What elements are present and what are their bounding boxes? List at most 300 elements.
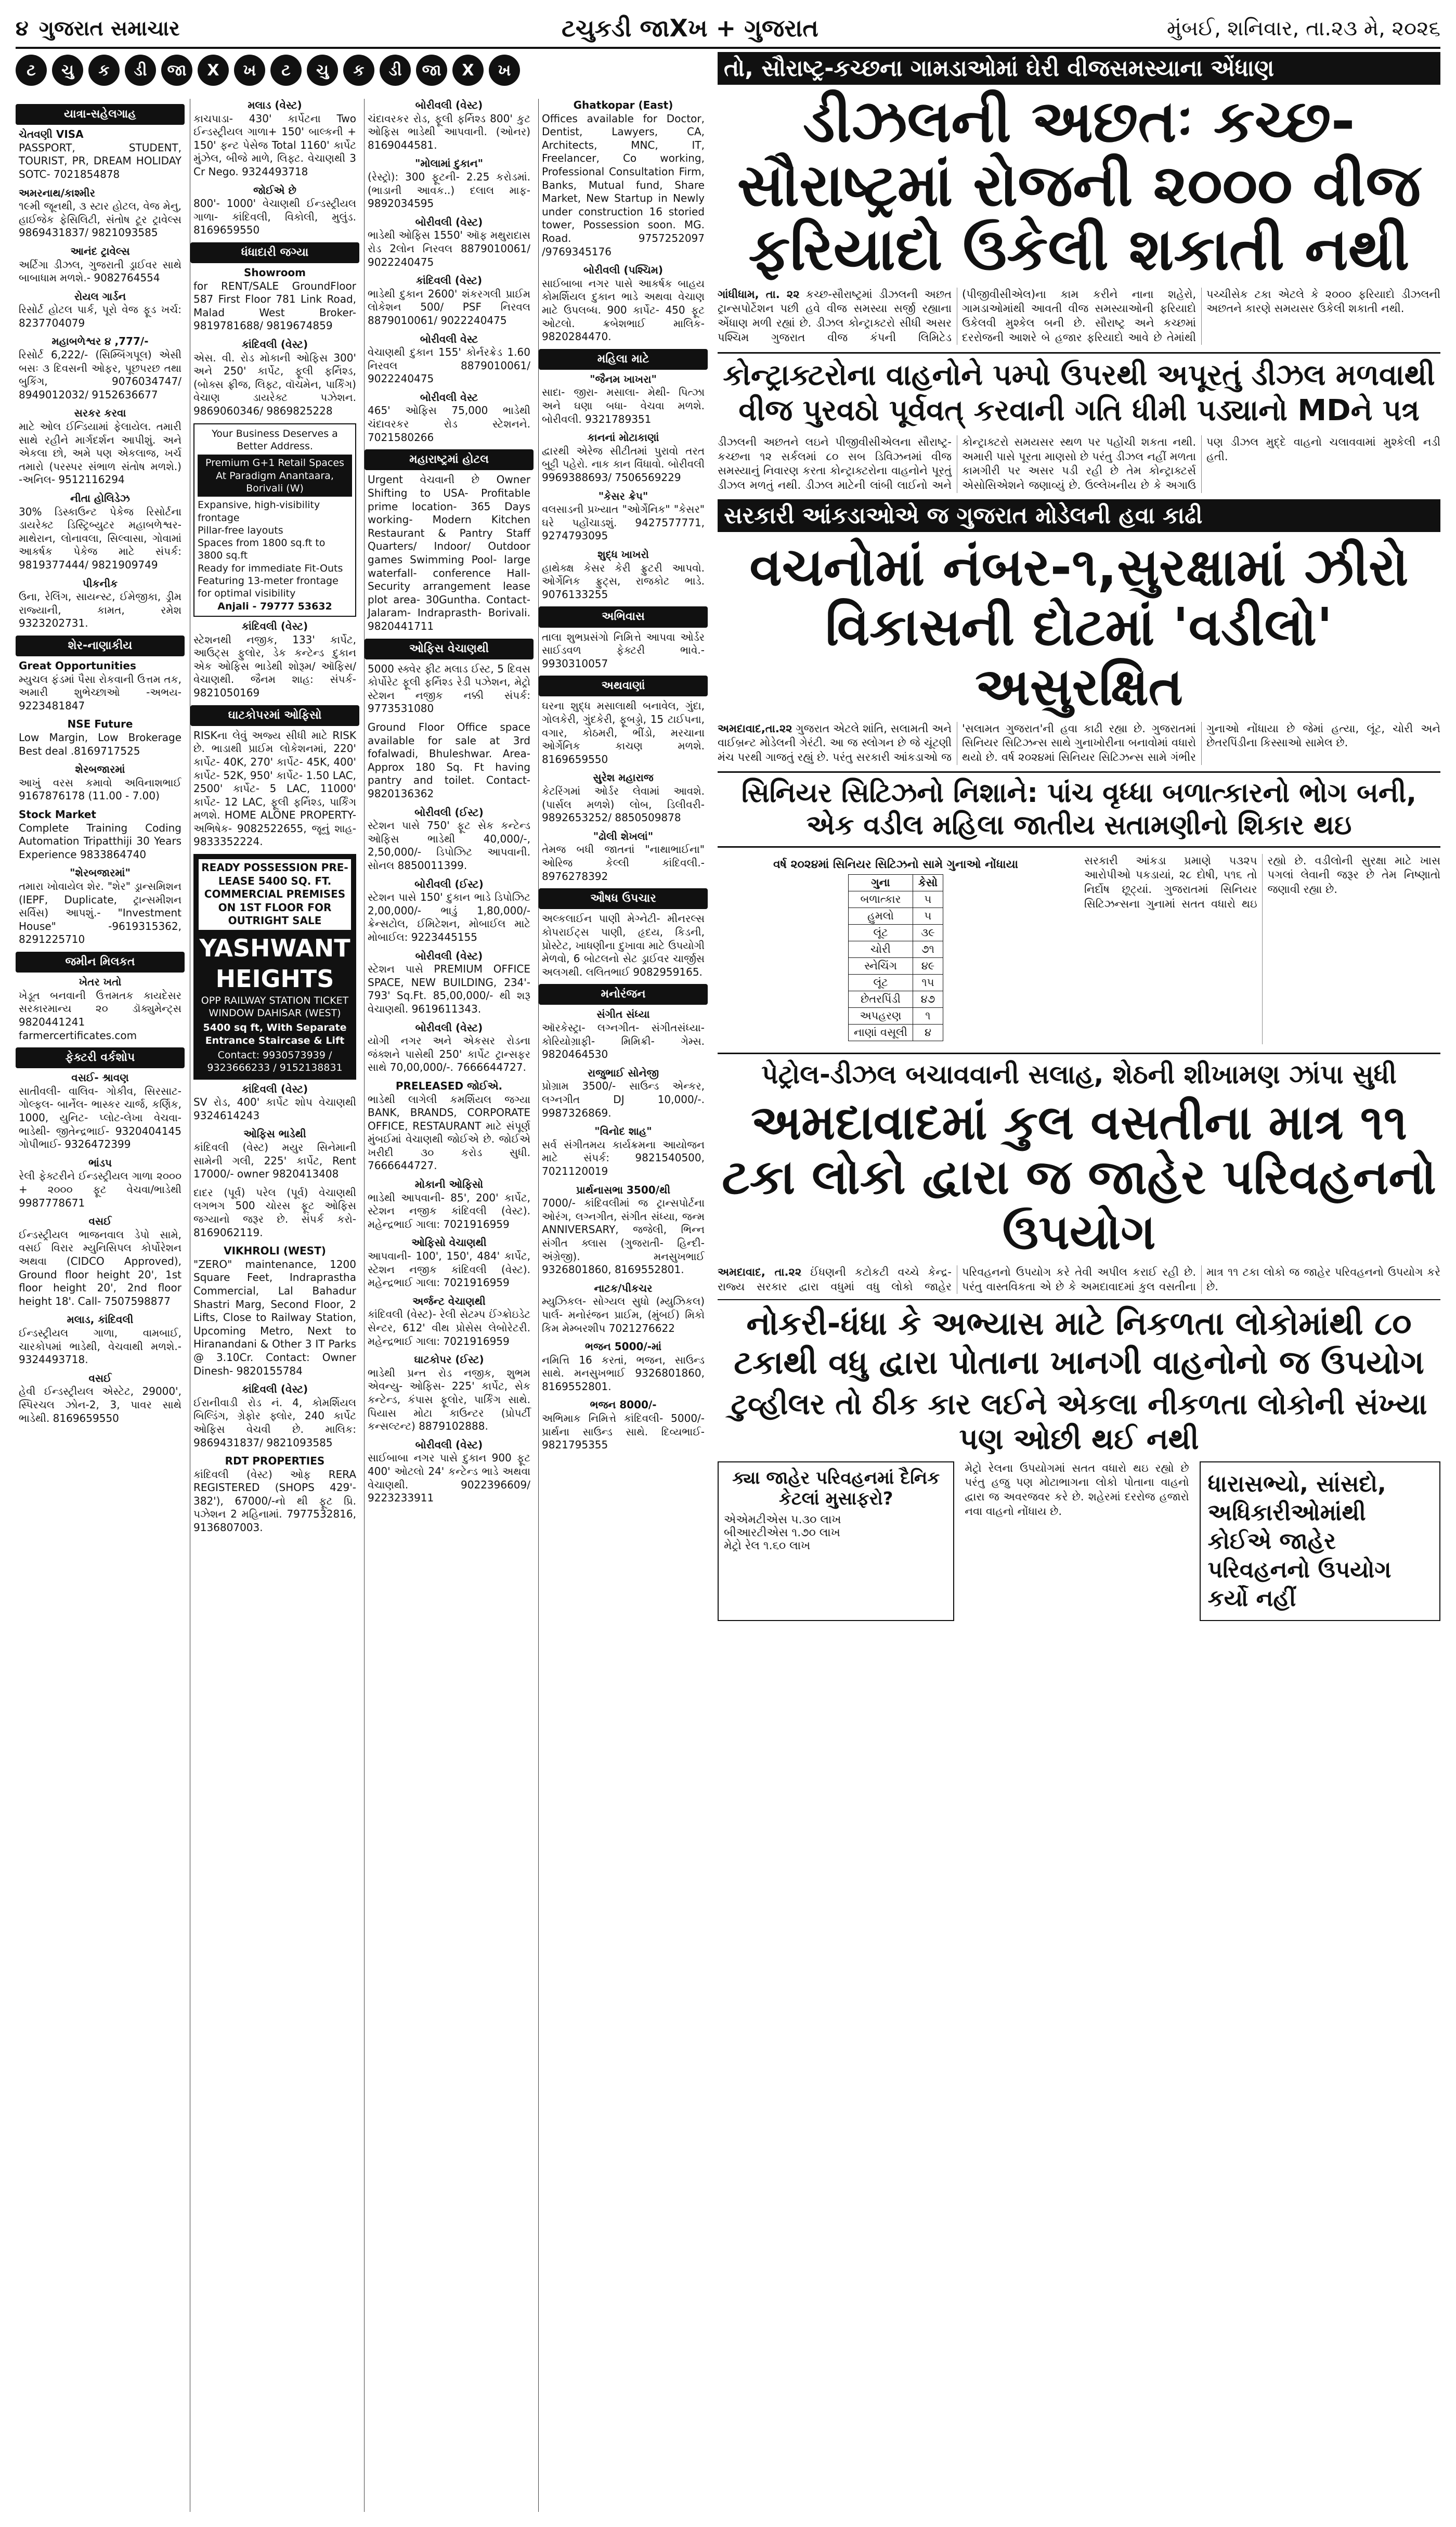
classified-ad: [368, 1021, 530, 1074]
ad-text: કાચપાડા- 430' કાર્પેટના Two ઈન્ડસ્ટ્રીયલ ગાળા+ 150' બાલ્કની + 150' ફન્ટ પેસેજ Total 1160' કાર્પેટ મુંઝેલ, બીજે માળે, લિફ્ટ. વેચાણથી 3 Cr Nego. 9324493718: [193, 112, 356, 178]
story-body: [718, 435, 1440, 493]
ad-text: સાદા- જીરા- મસાલા- મેથી- પિત્ઝા અને ઘણા બધા- વેચવા મળશે. બોરીવલી. 9321789351: [542, 386, 705, 425]
ad-heading: પીકનીક: [82, 577, 118, 590]
ad-text: સર્વ સંગીતમય કાર્યક્રમના આયોજન માટે સંપર્ક: 9821540500, 7021120019: [542, 1138, 705, 1177]
ad-heading: આનંદ ટ્રાવેલ્સ: [70, 244, 130, 257]
ad-text: (રેસ્ટ્રો): 300 ફૂટની- 2.25 કરોડમાં. (ભાડાની આવક..) દલાલ માફ- 9892034595: [368, 170, 530, 210]
crime-section: [718, 854, 1440, 1044]
ad-text: ખેડૂત બનવાની ઉત્તમતક કાયદેસર સરકારમાન્ય ૨૦ ડૉક્યુમેન્ટ્સ 9820441241 farmercertificates.com: [19, 989, 181, 1042]
table-cell: ૪૯: [913, 957, 943, 974]
ad-text: ઑરકેસ્ટ્રા- લગ્નગીત- સંગીતસંધ્યા- કોરિયોગ્રાફી- મિમિક્રી- ગેમ્સ. 9820464530: [542, 1021, 705, 1061]
classified-ad: [193, 99, 356, 179]
ad-text: અલ્કલાઈન પાણી મેગ્નેટી- મીનરલ્સ કોપરાઈટ્સ પાણી, હૃદય, કિડની, પ્રોસ્ટેટ, ખાધણીના દુખાવા માટે ઉપયોગી મેળવો, 6 બોટલનો સેટ ડ્રાઈવર ચાર્જીસ અલગથી. લલિતભાઈ 9082959165.: [542, 912, 705, 978]
banner-letter: X: [198, 55, 229, 86]
table-cell: ચોરી: [849, 941, 913, 957]
transport-section: [718, 1461, 1440, 1621]
category-header: અથવાણાં: [539, 676, 708, 696]
ad-heading: વસઈ: [88, 1215, 112, 1228]
classified-ad: [193, 1128, 356, 1181]
ad-text: સ્ટેશન પાસે 150' દુકાન ભાડે ડિપોઝિટ 2,00,000/- ભાડું 1,80,000/- ક્રેન્સટોલ, ઈમિટેશન, મોબાઈલ માટે મોબાઈલ: 9223445155: [368, 891, 530, 943]
ad-text: અભિમાક નિમિત્તે કાંદિવલી- 5000/- પ્રાર્થના સાઉન્ડ સાથે. દિવ્યભાઈ- 9821795355: [542, 1412, 705, 1452]
ad-heading: સુરેશ મહારાજ: [593, 771, 654, 784]
classified-column-1: [16, 99, 185, 2512]
classified-column-3: [364, 99, 534, 2512]
ad-text: આખું વરસ કમાવો અવિનાશભાઈ 9167876178 (11.00 - 7.00): [19, 776, 181, 802]
table-title: વર્ષ ૨૦૨૪માં સિનિયર સિટિઝનો સામે ગુનાઓ નોંધાયા: [773, 858, 1019, 871]
ad-heading: NSE Future: [67, 718, 133, 731]
classified-ad: [19, 1157, 181, 1210]
classified-ad: [542, 699, 705, 766]
ad-text: માટે ઓલ ઈન્ડિયામાં ફેલાયેલ. તમારી સાથે રહીને માર્ગદર્શન આપીશું. અને એકલા છો, અમે પણ એકલાજ, ખર્ચ તમારો (પરસ્પર સંભાળ સંતોષ મળશે.) -અનિલ- 9512116294: [19, 420, 181, 486]
ad-text: મ્યુચલ ફંડમાં પૈસા રોકવાની ઉત્તમ તક, અમારી શુભેચ્છાઓ -અભય- 9223481847: [19, 672, 181, 712]
classified-ad: [19, 128, 181, 181]
classified-ad: [368, 721, 530, 801]
classified-ad: [368, 663, 530, 716]
ad-heading: ઓફિસો વેચાણથી: [411, 1236, 487, 1249]
ad-heading: ચેતવણી VISA: [19, 128, 84, 141]
ad-heading: મહાબળેશ્વર ૪ ,777/-: [51, 335, 149, 348]
table-cell: ૧: [913, 1007, 943, 1024]
box-row: મેટ્રો રેલ ૧.૬૦ લાખ: [724, 1539, 811, 1552]
classified-ad: [19, 1071, 181, 1151]
classified-ad: [19, 577, 181, 630]
ad-text: પ્રોગ્રામ 3500/- સાઉન્ડ એન્કર, લગ્નગીત DJ 10,000/-. 9987326869.: [542, 1080, 705, 1119]
ad-heading: YASHWANT HEIGHTS: [199, 934, 350, 993]
classified-ad: [542, 373, 705, 426]
ad-heading: ભજન 8000/-: [590, 1398, 657, 1411]
classified-ad: [368, 1080, 530, 1173]
table-cell: ૫: [913, 891, 943, 908]
ad-heading: વસઈ: [88, 1371, 112, 1384]
banner-letter: જા: [416, 55, 447, 86]
table-cell: ૧૫: [913, 974, 943, 991]
ad-text: ભાડેથી લાગેલી કમર્શિયલ જગ્યા BANK, BRANDS, CORPORATE OFFICE, RESTAURANT માટે સંપૂર્ણ મુંબઈમાં વેચાણથી જોઈએ છે. જોઈએ ખરીદી ૩૦ કરોડ સુધી. 7666644727.: [368, 1093, 530, 1172]
classified-ad: [368, 274, 530, 327]
ad-text: 5000 સ્ક્વેર ફીટ મલાડ ઈસ્ટ, 5 દિવસ કોર્પોરેટ ફૂલી ફર્નિશ્ડ રેડી પઝેશન, મેટ્રો સ્ટેશન નજીક નક્કી સંપર્ક: 9773531080: [368, 662, 530, 715]
ad-heading: બોરીવલી વેસ્ટ: [420, 332, 478, 345]
ad-heading: મલાડ, કાંદિવલી: [67, 1313, 134, 1326]
ad-text: આપવાની- 100', 150', 484' કાર્પેટ, સ્ટેશન નજીક કાંદિવલી (વેસ્ટ). મહેન્દ્રભાઈ ગાલા: 7021916959: [368, 1250, 530, 1289]
page-header: [16, 10, 1440, 49]
classified-ad: [193, 620, 356, 700]
story-subheadline: કોન્ટ્રાક્ટરોના વાહનોને પમ્પો ઉપરથી અપૂરતું ડીઝલ મળવાથી વીજ પુરવઠો પૂર્વવત્ કરવાની ગતિ ધીમી પડ્યાનો MDને પત્ર: [718, 352, 1440, 427]
story-subheadline: સિનિયર સિટિઝનો નિશાને: પાંચ વૃધ્ધા બળાત્કારનો ભોગ બની, એક વડીલ મહિલા જાતીય સતામણીનો શિકાર થઇ: [718, 771, 1440, 848]
ad-heading: કાંદિવલી (વેસ્ટ): [241, 620, 308, 632]
ad-heading: મોકાની ઓફિસો: [414, 1178, 484, 1191]
ad-text: સાતીવલી- વાલિવ- ગોકીવ, સિરસાટ- ગોલ્ફલ- બાર્નેલ- ભાસ્કર ચાર્જ, કર્ણિક, 1000, યુનિટ- પ્લોટ-લેખા વેચવા- ભાડેથી- જીતેન્દ્રભાઈ- 9320404145 ગોપીભાઈ- 9326472399: [19, 1084, 181, 1151]
category-header: મહિલા માટે: [539, 349, 708, 370]
ad-text: કાંદિવલી (વેસ્ટ)- રેલી સેટમ્પ ઈંગ્ક્રોઇડેટ સેન્ટર, 612' વીથ પ્રોસેસ લેબોરેટરી. મહેન્દ્રભાઈ ગાલા: 7021916959: [368, 1308, 530, 1347]
classified-ad: [542, 1008, 705, 1061]
ad-location: OPP RAILWAY STATION TICKET WINDOW DAHISAR (WEST): [201, 994, 349, 1019]
ad-heading: "શેરબજારમાં": [70, 866, 131, 879]
ad-heading: બોરીવલી (વેસ્ટ): [415, 949, 483, 962]
banner-letter: ક: [88, 55, 120, 86]
classified-ad: [193, 266, 356, 333]
table-row: [849, 908, 943, 924]
table-row: [849, 1007, 943, 1024]
ad-text: રેલી ફેક્ટરીને ઈન્ડસ્ટ્રીયલ ગાળા ૨૦૦૦ + ૨૦૦૦ ફૂટ વેચવા/ભાડેથી 9987778671: [19, 1170, 181, 1209]
table-row: [849, 941, 943, 957]
ad-heading: પ્રાર્થનાસભા 3500/થી: [576, 1183, 671, 1196]
category-header: જમીન મિલકત: [16, 952, 185, 973]
display-ad-yashwant: [193, 854, 356, 1080]
category-header: શેર-નાણાકીય: [16, 636, 185, 656]
classified-ad: [19, 1215, 181, 1308]
ad-heading: બોરીવલી (વેસ્ટ): [415, 215, 483, 228]
ad-text: Ground Floor Office space available for sale at 3rd fofalwadi, Bhuleshwar. Area- Approx 180 Sq. Ft having pantry and toilet. Contact- 9820136362: [368, 721, 530, 800]
table-cell: ૪૭: [913, 991, 943, 1007]
ad-heading: ભાંડપ: [88, 1156, 112, 1169]
classified-ad: [193, 1383, 356, 1449]
classified-ad: [19, 492, 181, 572]
ad-text: અર્ટિગા ડીઝલ, ગુજરાતી ડ્રાઈવર સાથે બાબાધામ મળશે.- 9082764554: [19, 258, 181, 284]
table-cell: લૂંટ: [849, 974, 913, 991]
category-header: અભિવાસ: [539, 606, 708, 627]
ad-text: ૧૯મી જૂનથી, ૩ સ્ટાર હોટલ, વેજ મેનુ, હાઈજેક ફેસિલિટી, સંતોષ ટૂર ટ્રાવેલ્સ 9869431837/ 9821093585: [19, 200, 181, 239]
table-cell: ૭૧: [913, 941, 943, 957]
classified-ad: [542, 631, 705, 671]
story-text: ડીઝલની અછતને લઇને પીજીવીસીએલના સૌરાષ્ટ્ર-કચ્છના ૧૨ સર્કલમાં ૮૦ સબ ડિવિઝનમાં વીજ સમસ્યાનું નિવારણ કરતા કોન્ટ્રાક્ટરોના વાહનોને પૂરતું ડીઝલ મળતું નથી. ડીઝલ માટેની લાંબી લાઈનો અને કોન્ટ્રાક્ટરો સમયસર સ્થળ પર પહોંચી શકતા નથી. અમારી પાસે પૂરતા માણસો છે પરંતુ ડીઝલ નહીં મળતા કામગીરી પર અસર પડી રહી છે તેમ કોન્ટ્રાક્ટર્સ એસોસિએશને જણાવ્યું છે. ઉલ્લેખનીય છે કે અગાઉ પણ ડીઝલ મુદ્દે વાહનો ચલાવવામાં મુશ્કેલી નડી હતી.: [718, 435, 1440, 491]
story-subheadline: ટુવ્હીલર તો ઠીક કાર લઈને એકલા નીકળતા લોકોની સંખ્યા પણ ઓછી થઈ નથી: [731, 1388, 1427, 1457]
ad-text: તેમજ બધી જાતનાં "નાથાભાઈના" ઓરિજ કેલ્લી કાંદિવલી.- 8976278392: [542, 843, 705, 883]
story-text: ગુજરાત એટલે શાંતિ, સલામતી અને વાઈબ્રન્ટ મોડેલની ગેરંટી. આ જ સ્લોગન છે જે ચૂંટણી મંચ પરથી ગાજતું રહ્યું છે. પરંતુ સરકારી આંકડાઓ જ 'સલામત ગુજરાત'ની હવા કાઢી રહ્યા છે. ગુજરાતમાં સિનિયર સિટિઝન્સ સાથે ગુનાખોરીના બનાવોમાં વધારો થયો છે. વર્ષ ૨૦૨૪માં સિનિયર સિટિઝન્સ સામે ગંભીર ગુનાઓ નોંધાયા છે જેમાં હત્યા, લૂંટ, ચોરી અને છેતરપિંડીના કિસ્સાઓ સામેલ છે.: [718, 722, 1440, 764]
banner-letter: ખ: [234, 55, 265, 86]
ad-heading: બોરીવલી (પશ્ચિમ): [583, 264, 664, 277]
banner-letter: X: [452, 55, 484, 86]
table-row: [849, 924, 943, 941]
ad-feature: Expansive, high-visibility frontage: [198, 499, 320, 524]
ad-text: સાઈબાબા નગર પાસે આકર્ષક બાહય કોમર્શિયલ દુકાન ભાડે અથવા વેચાણ માટે ઉપલબ્ધ. 900 કાર્પેટ- 450 ફૂટ ઓટલો. ક્રબેશભાઈ માલિક- 9820284470.: [542, 277, 705, 343]
classified-ad: [542, 1282, 705, 1335]
crime-table-box: [718, 854, 1074, 1044]
ad-text: તાલા શુભપ્રસંગો નિમિત્તે આપવા ઓર્ડર સાઈડવળ ફેક્ટરી ભાવે.- 9930310057: [542, 630, 705, 670]
classified-ad: [368, 473, 530, 633]
ad-heading: બોરીવલી (વેસ્ટ): [415, 1021, 483, 1034]
story-headline: વચનોમાં નંબર-૧,સુરક્ષામાં ઝીરો વિકાસની દોટમાં 'વડીલો' અસુરક્ષિત: [749, 536, 1409, 717]
classified-ad: [542, 1125, 705, 1178]
ad-text: ભાડેથી આપવાની- 85', 200' કાર્પેટ, સ્ટેશન નજીક કાંદિવલી (વેસ્ટ). મહેન્દ્રભાઈ ગાલા: 7021916959: [368, 1191, 530, 1230]
classified-ad: [193, 1245, 356, 1378]
ad-heading: "ઢોલી શેખલાં": [593, 830, 654, 843]
ad-heading: "વિનોદ શાહ": [594, 1125, 652, 1138]
ad-text: વલસાડની પ્રખ્યાત "ઓર્ગેનિક" "કેસર" ઘરે પહોંચાડશું. 9427577771, 9274793095: [542, 503, 705, 542]
story-kicker: સરકારી આંકડાઓએ જ ગુજરાત મોડેલની હવા કાઢી: [718, 499, 1440, 532]
classified-ad: [368, 950, 530, 1016]
classified-ad: [368, 1439, 530, 1505]
classified-ad: [542, 99, 705, 258]
ad-tagline: Your Business Deserves a Better Address.: [212, 427, 338, 452]
newspaper-brand: ગુજરાત સમાચાર: [38, 17, 180, 41]
classified-ad: [542, 264, 705, 344]
table-cell: છેતરપિંડી: [849, 991, 913, 1007]
ad-text: ભાડેથી પ્રન્ત રોડ નજીક, શુભમ એવન્યુ- ઓફિસ- 225' કાર્પેટ, સેક કન્ટેન્ડ, કંપાસ ફૂલોર, પાર્કિંગ સાથે. પિયાસ મોટા કાઉન્ટર (પ્રોપર્ટી કન્સલ્ટન્ટ) 8879102888.: [368, 1366, 530, 1433]
table-cell: અપહરણ: [849, 1007, 913, 1024]
classified-ad: [19, 718, 181, 758]
pull-quote: ધારાસભ્યો, સાંસદો, અધિકારીઓમાંથી કોઈએ જાહેર પરિવહનનો ઉપયોગ કર્યો નહીં: [1200, 1461, 1440, 1621]
ad-heading: બોરીવલી (વેસ્ટ): [415, 1438, 483, 1451]
table-row: [849, 1024, 943, 1041]
ad-text: દાદર (પૂર્વ) પરેલ (પૂર્વ) વેચાણથી લગભગ 500 ચોરસ ફૂટ ઓફિસ જગ્યાનો જરૂર છે. સંપર્ક કરો- 8169062119.: [193, 1186, 356, 1239]
table-row: [849, 891, 943, 908]
ad-heading: બોરીવલી (ઈસ્ટ): [414, 806, 484, 819]
news-section: [718, 52, 1440, 1621]
classified-ad: [193, 338, 356, 418]
classified-ad: [19, 763, 181, 803]
ad-heading: ઘાટકોપર (ઈસ્ટ): [414, 1353, 484, 1366]
classified-ad: [19, 1372, 181, 1425]
display-ad-paradigm: [193, 423, 356, 617]
ad-text: તમારા ખોવાયેલ શેર. "શેર" ડ્રાન્સમિશન (IEPF, Duplicate, ટ્રાન્સમીશન સર્વિસ) આપશું.- "Investment House" -9619315362, 8291225710: [19, 880, 181, 946]
table-cell: લૂંટ: [849, 924, 913, 941]
ad-heading: બોરીવલી (ઈસ્ટ): [414, 877, 484, 890]
ad-heading: ઓફિસ ભાડેથી: [243, 1128, 306, 1141]
ad-heading: કાનનાં મોટાકાણાં: [587, 431, 659, 444]
ad-heading: શેરબજારમાં: [75, 763, 125, 776]
banner-letter: ટ: [16, 55, 47, 86]
ad-heading: સંગીત સંધ્યા: [596, 1008, 650, 1021]
ad-text: ઈન્ડસ્ટ્રીયલ ગાળા, વામબાઈ, ચારકોપમાં ભાડેથી, વેચવાથી મળશે.- 9324493718.: [19, 1326, 181, 1366]
ad-heading: નીતા હોલિડેઝ: [70, 492, 130, 504]
ad-heading: જોઈએ છે: [253, 184, 296, 197]
classified-ad: [368, 878, 530, 944]
category-header: ઘાટકોપરમાં ઓફિસો: [190, 705, 359, 726]
ad-heading: Showroom: [243, 266, 306, 279]
table-header-row: [849, 874, 943, 891]
ad-text: યોગી નગર અને એકસર રોડના જંક્શને પાસેથી 250' કાર્પેટ ટ્રાન્સફર સાથે 70,00,000/-. 7666644727.: [368, 1034, 530, 1074]
banner-letter: ડી: [125, 55, 156, 86]
ad-text: PASSPORT, STUDENT, TOURIST, PR, DREAM HOLIDAY SOTC- 7021854878: [19, 141, 181, 180]
ad-heading: નાટક/પીકચર: [594, 1281, 653, 1294]
ad-text: ઈરાનીવાડી રોડ નં. 4, કોમર્શિયલ બિલ્ડિંગ, ગ્રેફોર ફ્લોર, 240 કાર્પેટ ઓફિસ વેચવી છે. માલિક: 9869431837/ 9821093585: [193, 1396, 356, 1449]
classified-ad: [542, 431, 705, 484]
ad-heading: સરકર કરવા: [74, 407, 126, 420]
story-headline: ડીઝલની અછતઃ કચ્છ-સૌરાષ્ટ્રમાં રોજની ૨૦૦૦ વીજ ફરિયાદો ઉકેલી શકાતી નથી: [737, 88, 1421, 284]
story-body: [718, 1265, 1440, 1294]
ad-text: ઈન્ડસ્ટ્રીયલ ભાજનવાલ ડેપો સામે, વસઈ વિરાર મ્યુનિસિપલ કોર્પોરેશન અથવા (CIDCO Approved), Ground floor height 20', 1st floor height 20', 2nd floor height 18'. Call- 7507598877: [19, 1228, 181, 1307]
ad-heading: કાંદિવલી (વેસ્ટ): [241, 1383, 308, 1396]
category-header: મહારાષ્ટ્રમાં હોટલ: [365, 449, 534, 470]
classifieds-banner: [16, 52, 712, 88]
ad-text: એસ. વી. રોડ મોકાની ઓફિસ 300' અને 250' કાર્પેટ, ફૂલી ફર્નિશ્ડ, (બોક્સ ફ્રીજ, લિફ્ટ, વૉચમેન, પાર્કિંગ) વેચાણ ડાયરેક્ટ પઝેશન. 9869060346/ 9869825228: [193, 351, 356, 418]
ad-heading: બોરીવલી વેસ્ટ: [420, 391, 478, 404]
classified-ad: [542, 1067, 705, 1120]
banner-letter: ચુ: [307, 55, 338, 86]
classified-ad: [542, 830, 705, 883]
classified-ad: [19, 866, 181, 947]
ad-text: Offices available for Doctor, Dentist, Lawyers, CA, Architects, MNC, IT, Freelancer, Co working, Professional Consultation Firm, Banks, Mutual fund, Share Market, New Startup in Newly under construction 16 storied tower, Possession soon. MG. Road. 9757252097 /9769345176: [542, 112, 705, 258]
ad-text: દ્વારથી એરેજ સીટીતમાં પુરાવો તરત બુટ્ટી પહેરો. નાક કાન વિંધાવો. બોરીવલી 9969388693/ 7506569229: [542, 444, 705, 484]
ridership-box: [718, 1461, 954, 1621]
ad-heading: રોયલ ગાર્ડન: [74, 290, 126, 303]
classified-ad: [19, 808, 181, 861]
ad-heading: ખેતર ખતો: [79, 976, 122, 989]
classified-ad: [368, 1236, 530, 1289]
ad-heading: કાંદિવલી (વેસ્ટ): [241, 1082, 308, 1095]
classified-ad: [542, 490, 705, 543]
ad-heading: બોરીવલી (વેસ્ટ): [415, 99, 483, 111]
ad-feature: Spaces from 1800 sq.ft to 3800 sq.ft: [198, 537, 326, 562]
ad-feature: Featuring 13-meter frontage for optimal visibility: [198, 575, 339, 600]
ad-heading: કાંદિવલી (વેસ્ટ): [241, 338, 308, 351]
ad-heading: "કેસર ક્રેપ": [598, 489, 648, 502]
classified-ad: [368, 1178, 530, 1231]
classified-ad: [193, 1083, 356, 1123]
classified-column-4: [538, 99, 708, 2512]
table-header: ગુના: [849, 874, 913, 891]
ad-text: કાંદિવલી (વેસ્ટ) મયુર સિનેમાની સામેની ગલી, 225' કાર્પેટ, Rent 17000/- owner 9820413408: [193, 1141, 356, 1181]
story-text: સરકારી આંકડા પ્રમાણે ૫૩૨૫ આરોપીઓ પકડાયાં, ૨૮ દોષી, ૫૧૬ તો નિર્દોષ છૂટ્યાં. ગુજરાતમાં સિનિયર સિટિઝન્સના ગુનામાં સતત વધારો થઇ રહ્યો છે. વડીલોની સુરક્ષા માટે ખાસ પગલાં લેવાની જરૂર છે તેમ નિષ્ણાતો જણાવી રહ્યા છે.: [1084, 854, 1440, 910]
story-dateline: અમદાવાદ, તા.૨૨: [718, 1266, 802, 1279]
ad-text: "ZERO" maintenance, 1200 Square Feet, Indraprastha Commercial, Lal Bahadur Shastri Marg, Second Floor, 2 Lifts, Close to Railway Station, Upcoming Metro, Next to Hiranandani & Other 3 IT Parks @ 3.10Cr. Contact: Owner Dinesh- 9820155784: [193, 1258, 356, 1377]
table-header: કેસો: [913, 874, 943, 891]
banner-letter: ક: [343, 55, 374, 86]
ad-heading: RDT PROPERTIES: [225, 1455, 325, 1468]
classified-ad: [193, 729, 356, 849]
classified-ad: [542, 1340, 705, 1393]
ad-heading: અર્જન્ટ વેચાણથી: [412, 1294, 486, 1307]
classified-ad: [368, 391, 530, 444]
ad-heading: "મોલામાં દુકાન": [414, 157, 484, 170]
story-dateline: ગાંધીધામ, તા. ૨૨: [718, 288, 800, 301]
ad-feature: 5400 sq ft, With Separate Entrance Staircase & Lift: [203, 1022, 347, 1046]
ad-text: ભાડેથી ઓફિસ 1550' ઑફ મથુરાદાસ રોડ 2લોન નિરવલ 8879010061/ 9022240475: [368, 229, 530, 268]
category-header: ધંધાદારી જગ્યા: [190, 242, 359, 263]
ad-heading: "જૈનમ ખાખરા": [590, 372, 657, 385]
ad-text: સાઈબાબા નગર પાસે દુકાન 900 ફૂટ 400' ઓટલો 24' કન્ટેન્ડ ભાડે અથવા વેચાણથી. 9022396609/ 9223233911: [368, 1452, 530, 1505]
classified-ad: [19, 290, 181, 330]
classified-ad: [19, 335, 181, 401]
ad-heading: રાજુભાઈ સોનેજી: [587, 1066, 659, 1079]
box-title: ક્યા જાહેર પરિવહનમાં દૈનિક કેટલાં મુસાફરો?: [732, 1467, 940, 1509]
story-kicker: તો, સૌરાષ્ટ્ર-કચ્છના ગામડાઓમાં ઘેરી વીજસમસ્યાના એંધાણ: [718, 52, 1440, 85]
ad-text: ઉના, રેલિંગ, સાયન્સ્ટ, ઈમેજીકા, ડ્રીમ રાજ્યાની, કામત, રમેશ 9323202731.: [19, 590, 181, 630]
ad-text: કાંદિવલી (વેસ્ટ) ઓફ RERA REGISTERED (SHOPS 429'- 382'), 67000/-નો થી ફૂટ પ્રિ. પઝેશન 2 મહિનામાં. 7977532816, 9136807003.: [193, 1468, 356, 1534]
classified-ad: [542, 1398, 705, 1452]
ad-text: હેવી ઈન્ડસ્ટ્રીયલ એસ્ટેટ, 29000', સ્પિરચલ ઝોન-2, 3, પાવર સાથે ભાડેથી. 8169659550: [19, 1385, 181, 1424]
ad-heading: શુદ્ધ ખાખરો: [597, 548, 649, 561]
section-title: ટચુકડી જાXખ + ગુજરાત: [562, 14, 818, 42]
table-row: [849, 991, 943, 1007]
ad-heading: VIKHROLI (WEST): [224, 1245, 326, 1258]
ad-offer: READY POSSESSION PRE-LEASE 5400 SQ. FT. COMMERCIAL PREMISES ON 1ST FLOOR FOR OUTRIGHT SALE: [199, 859, 351, 930]
ad-contact: Anjali - 79777 53632: [217, 600, 332, 612]
ad-heading: Great Opportunities: [19, 659, 136, 672]
classified-ad: [542, 1184, 705, 1277]
story-dateline: અમદાવાદ,તા.૨૨: [718, 722, 792, 735]
ad-text: Complete Training Coding Automation Tripatthiji 30 Years Experience 9833864740: [19, 821, 181, 861]
banner-letter: જા: [161, 55, 192, 86]
classified-ad: [193, 184, 356, 237]
ad-text: ઘરના શુદ્ધ મસાલાથી બનાવેલ, ગુંદા, ગોલકેરી, ગુંદકેરી, ફૂબડ્ડો, 15 ટાઈપના, વગાર, કોઠમરી, ભીંડો, મરચાના ઓર્ગેનિક કાચણ મળશે. 8169659550: [542, 699, 705, 766]
story-body: [1084, 854, 1440, 1044]
classified-ad: [19, 407, 181, 487]
banner-letter: ચુ: [52, 55, 83, 86]
table-row: [849, 974, 943, 991]
classified-ad: [542, 548, 705, 601]
classified-column-2: [190, 99, 359, 2512]
ad-text: ચંદાવરકર રોડ, ફૂલી ફર્નિશ્ડ 800' કુટ ઓફિસ ભાડેથી આપવાની. (ઓનર) 8169044581.: [368, 112, 530, 151]
classified-ad: [368, 157, 530, 210]
table-cell: નાણાં વસૂલી: [849, 1024, 913, 1041]
ad-contact: Contact: 9930573939 / 9323666233 / 9152138831: [207, 1049, 343, 1074]
table-cell: ૪: [913, 1024, 943, 1041]
ad-text: સ્ટેશન પાસે PREMIUM OFFICE SPACE, NEW BUILDING, 234'- 793' Sq.Ft. 85,00,000/- થી શરૂ વેચાણથી. 9619611343.: [368, 963, 530, 1015]
ad-text: નમિત્તિ 16 કરતાં, ભજન, સાઉન્ડ સાથે. મનસુખભાઈ 9326801860, 8169552801.: [542, 1353, 705, 1393]
ad-heading: મલાડ (વેસ્ટ): [248, 99, 302, 111]
ad-text: SV રોડ, 400' કાર્પેટ શોપ વેચાણથી 9324614243: [193, 1096, 356, 1122]
ad-text: મ્યુઝિકલ- સોગ્યલ સુધો (મ્યુઝિકલ) પાર્લ- મનોરંજન પ્રાઈમ, (મુંબઈ) મિકો કિમ મેમ્બરશીપ 7021276622: [542, 1295, 705, 1334]
table-cell: ૫: [913, 908, 943, 924]
banner-letter: ટ: [270, 55, 302, 86]
story-headline: અમદાવાદમાં કુલ વસતીના માત્ર ૧૧ ટકા લોકો દ્વારા જ જાહેર પરિવહનનો ઉપયોગ: [722, 1094, 1436, 1261]
ad-text: 7000/- કાંદિવલીમાં જ ટ્રાન્સપોર્ટના ઓરંગ, લગ્નગીત, સંગીત સંધ્યા, જન્મ ANNIVERSARY, જજેલી, ભિન્ન સંગીત ક્લાસ (ગુજરાતી- હિન્દી- અંગ્રેજી). મનસુખભાઈ 9326801860, 8169552801.: [542, 1197, 705, 1276]
ad-text: સ્ટેશનથી નજીક, 133' કાર્પેટ, આઉટ્સ ફુલોર, ડેક કન્ટેન્ડ દુકાન એક ઓફિસ ભાડેથી શોરૂમ/ ઑફિસ/ વેચાણથી. જૈનમ શાહ: સંપર્ક- 9821050169: [193, 633, 356, 699]
story-text: ઈંધણની કટોકટી વચ્ચે કેન્દ્ર-રાજ્ય સરકાર દ્વારા વધુમાં વધુ લોકો જાહેર પરિવહનનો ઉપયોગ કરે તેવી અપીલ કરાઈ રહી છે. પરંતુ વાસ્તવિકતા એ છે કે અમદાવાદમાં કુલ વસતીના માત્ર ૧૧ ટકા લોકો જ જાહેર પરિવહનનો ઉપયોગ કરે છે.: [718, 1266, 1440, 1293]
classified-ad: [368, 1353, 530, 1433]
banner-letter: ડી: [380, 55, 411, 86]
story-body: [718, 288, 1440, 345]
issue-date: મુંબઈ, શનિવાર, તા.૨૩ મે, ૨૦૨૬: [1166, 17, 1440, 41]
table-cell: ૩૯: [913, 924, 943, 941]
ad-text: રિસોર્ટ 6,222/- (સિમ્બિંગપૂલ) એસી બસઃ ૩ દિવસની ઓફર, પૂછપરછ તથા બુકિંગ, 9076034747/ 8949012032/ 9152636677: [19, 348, 181, 401]
classified-ad: [19, 1313, 181, 1366]
category-header: યાત્રા-સહેલગાહ: [16, 104, 185, 125]
crime-table: [848, 874, 943, 1041]
category-header: ઓફિસ વેચાણથી: [365, 639, 534, 659]
ad-feature: Pillar-free layouts: [198, 524, 283, 536]
classified-ad: [193, 1186, 356, 1239]
ad-heading: Ghatkopar (East): [573, 99, 673, 111]
classified-ad: [368, 806, 530, 873]
classified-ad: [19, 659, 181, 712]
table-cell: બળાત્કાર: [849, 891, 913, 908]
classified-ad: [368, 99, 530, 152]
classified-ad: [19, 187, 181, 240]
ad-text: 30% ડિસ્કાઉન્ટ પેકેજ રિસોર્ટના ડાયરેક્ટ ડિસ્ટ્રિબ્યુટર મહાબળેશ્વર-માથેરાન, લોનાવલા, સિલ્વાસા, ગોવામાં આકર્ષક પેકેજ માટે સંપર્ક: 9819377444/ 9821909749: [19, 505, 181, 571]
ad-text: Urgent વેચવાની છે Owner Shifting to USA- Profitable prime location- 365 Days working- Modern Kitchen Restaurant & Pantry Staff Quarters/ Indoor/ Outdoor games Swimming Pool- large waterfall- conference Hall- Security arrangement lease plot area- 30Guntha. Contact- Jalaram- Indraprasth- Borivali. 9820441711: [368, 473, 530, 632]
ad-heading: Premium G+1 Retail Spaces At Paradigm Anantaara, Borivali (W): [198, 455, 352, 497]
ad-heading: વસઈ- શ્રાવણ: [71, 1071, 129, 1084]
story-text: કચ્છ-સૌરાષ્ટ્રમાં ડીઝલની અછત ટ્રાન્સપોર્ટેશન પછી હવે વીજ સમસ્યા સર્જી રહ્યાના એંધાણ મળી રહ્યાં છે. ડીઝલ કોન્ટ્રાક્ટરો સીધી અસર પશ્ચિમ ગુજરાત વીજ કંપની લિમિટેડ (પીજીવીસીએલ)ના કામ કરીને નાના શહેરો, ગામડાઓમાંથી આવતી વીજ સમસ્યાઓની ફરિયાદો ઉકેલવી મુશ્કેલ બની છે. સૌરાષ્ટ્ર અને કચ્છમાં દરરોજની આશરે બે હજાર ફરિયાદો આવે છે તેમાંથી પચ્ચીસેક ટકા એટલે કે ૨૦૦૦ ફરિયાદો ડીઝલની અછતને કારણે સમયસર ઉકેલી શકાતી નથી.: [718, 288, 1440, 344]
box-row: એએમટીએસ ૫.૩૦ લાખ: [724, 1513, 841, 1526]
banner-letter: ખ: [489, 55, 520, 86]
story-kicker: પેટ્રોલ-ડીઝલ બચાવવાની સલાહ, શેઠની શીખામણ ઝાંપા સુધી: [718, 1053, 1440, 1090]
story-body: [718, 722, 1440, 765]
classified-ad: [19, 245, 181, 285]
ad-text: Low Margin, Low Brokerage Best deal .8169717525: [19, 731, 181, 757]
ad-text: for RENT/SALE GroundFloor 587 First Floor 781 Link Road, Malad West Broker- 9819781688/ 9819674859: [193, 279, 356, 332]
ad-text: 800'- 1000' વેચાણથી ઈન્ડસ્ટ્રીયલ ગાળા- કાંદિવલી, વિકોલી, મુલુંડ. 8169659550: [193, 197, 356, 237]
ad-text: RISKના લેવું અજ્ય સીધી માટે RISK છે. ભાડાથી પ્રાઈમ લોકેશનમાં, 220' કાર્પેટ- 40K, 270' કાર્પેટ- 45K, 400' કાર્પેટ- 52K, 950' કાર્પેટ- 1.50 LAC, 2500' કાર્પેટ- 5 LAC, 11000' કાર્પેટ- 12 LAC, ફૂલી ફર્નિશ્ડ, પાર્કિંગ મળશે. HOME ALONE PROPERTY- અભિષેક- 9082522655, જૂનું શાહ- 9833352224.: [193, 729, 356, 848]
ad-heading: ભજન 5000/-માં: [584, 1340, 662, 1353]
ad-text: કેટરિંગમાં ઓર્ડર લેવામાં આવશે. (પાર્સલ મળશે) લોબ, ડિલીવરી- 9892653252/ 8850509878: [542, 785, 705, 824]
category-header: ફેક્ટરી વર્કશોપ: [16, 1047, 185, 1068]
classified-ad: [368, 216, 530, 269]
classified-ad: [542, 771, 705, 824]
ad-heading: કાંદિવલી (વેસ્ટ): [415, 274, 483, 287]
ad-text: સ્ટેશન પાસે 750' ફૂટ સેક કન્ટેન્ડ ઓફિસ ભાડેથી 40,000/-, 2,50,000/- ડિપોઝિટ આપવાની. સોનલ 8850011399.: [368, 819, 530, 872]
table-cell: હુમલો: [849, 908, 913, 924]
ad-text: હાથેક્ક્ષ કેસર કેરી ફ્રુટરી આપવો. ઓર્ગેનિક ફ્રુટ્સ, રાજકોટ ભાડે. 9076133255: [542, 561, 705, 601]
story-body: [965, 1461, 1189, 1621]
classified-ad: [368, 1295, 530, 1348]
classified-ad: [368, 333, 530, 386]
story-subheadline: નોકરી-ધંધા કે અભ્યાસ માટે નિકળતા લોકોમાંથી ૮૦ ટકાથી વધુ દ્વારા પોતાના ખાનગી વાહનોનો જ ઉપયોગ: [718, 1299, 1440, 1382]
ad-text: વેચાણથી દુકાન 155' કોર્નરક્રેડ 1.60 નિરવલ 8879010061/ 9022240475: [368, 346, 530, 385]
page-number: ૪: [16, 17, 29, 41]
ad-text: ભાડેથી દુકાન 2600' શંકરગલી પ્રાઈમ લોકેશન 500/ PSF નિરવલ 8879010061/ 9022240475: [368, 287, 530, 327]
